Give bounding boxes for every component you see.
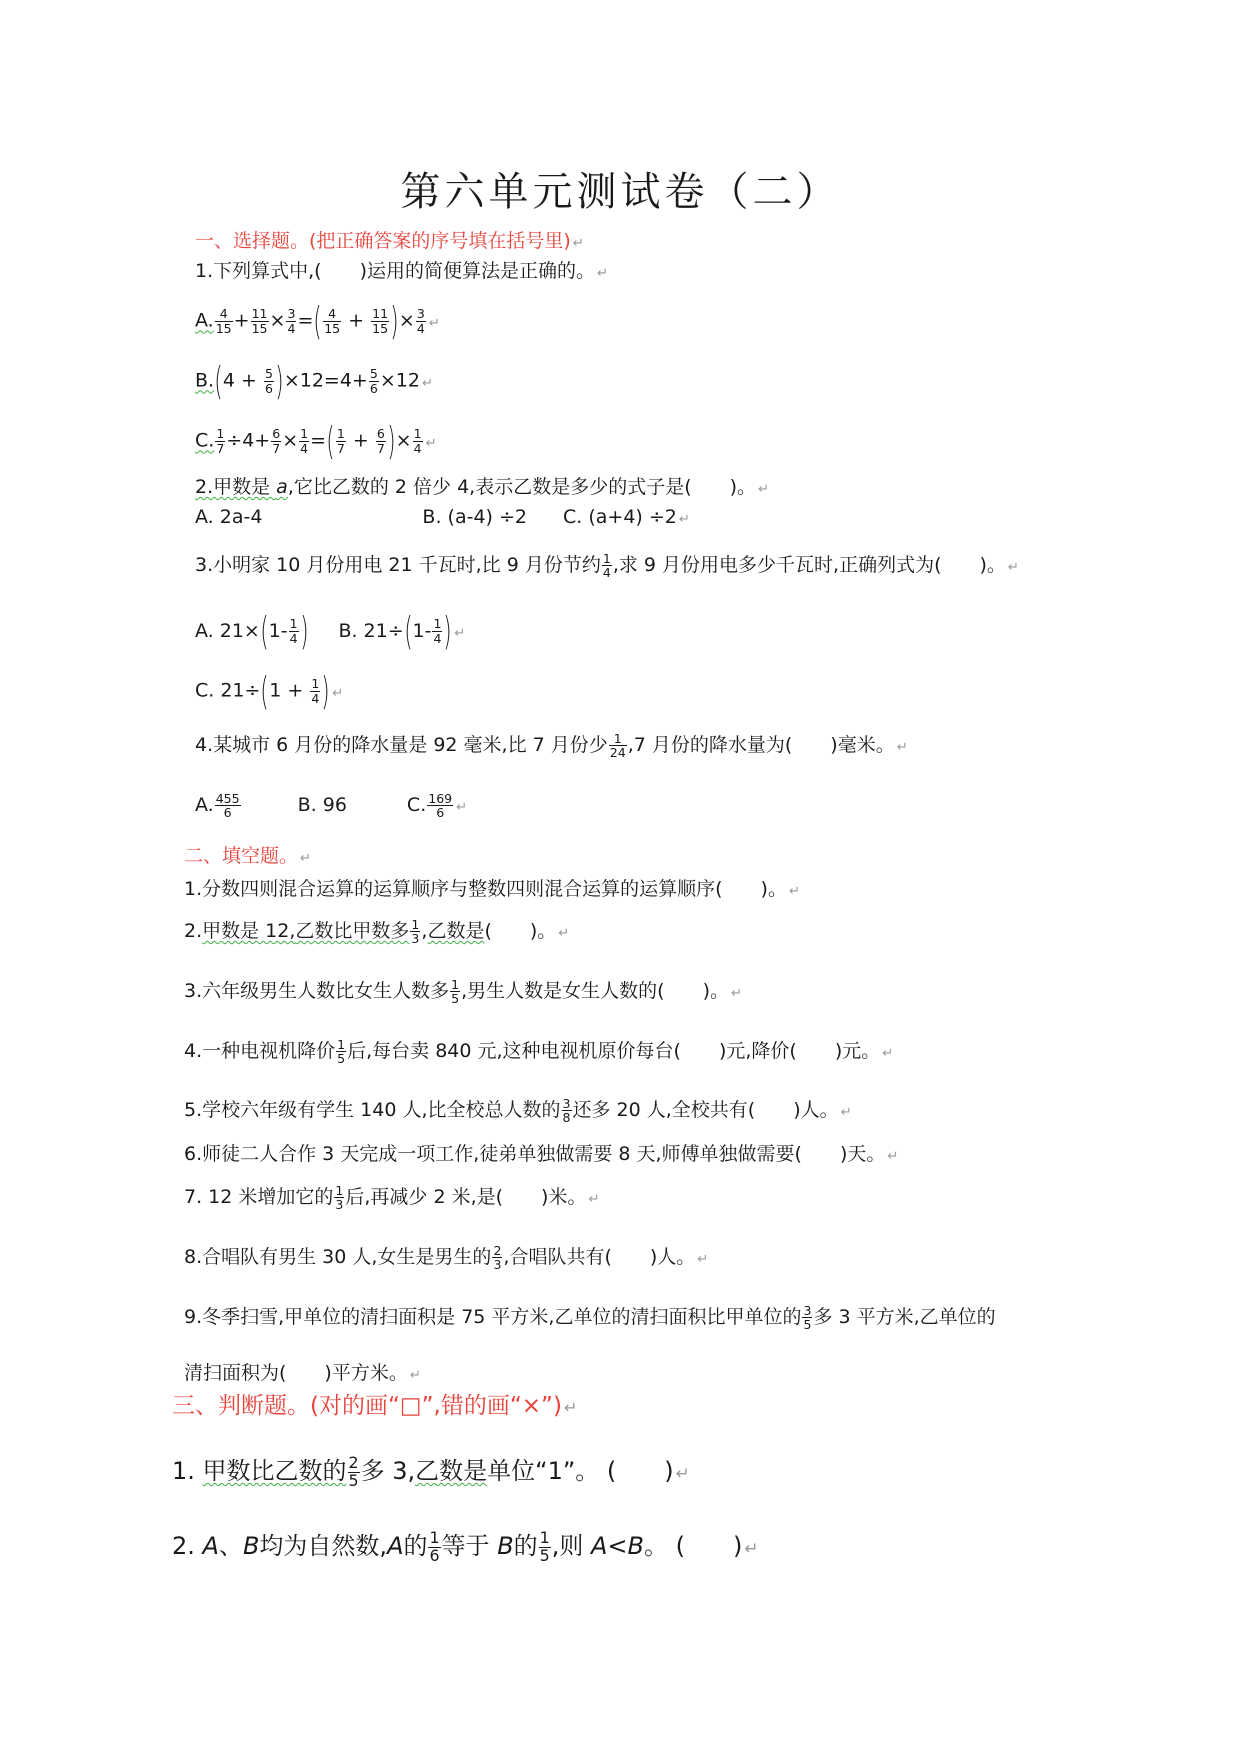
fill-question-9-continued: 清扫面积为( )平方米。 ↵: [184, 1362, 421, 1384]
choice-q3-option-a: A. 21×(1- $\frac{1}{4}$ ): [195, 609, 309, 653]
choice-q2-options: A. 2a-4 B. (a-4) ÷2 C. (a+4) ÷2 ↵: [195, 506, 691, 528]
page-title: 第六单元测试卷（二）: [400, 169, 841, 215]
fill-question-6: 6.师徒二人合作 3 天完成一项工作,徒弟单独做需要 8 天,师傅单独做需要( )天。 ↵: [184, 1143, 899, 1165]
fill-question-3: 3.六年级男生人数比女生人数多 $\frac{1}{5}$ ,男生人数是女生人数的( )。 ↵: [184, 977, 743, 1007]
section-heading-fill: 二、填空题。 ↵: [184, 845, 312, 867]
choice-question-2: 2.甲数是 a,它比乙数的 2 倍少 4,表示乙数是多少的式子是( )。 ↵: [195, 476, 770, 498]
choice-q1-option-a: A. $\frac{4}{15}$ + $\frac{11}{15}$ × $\frac{3}{4}$ =( $\frac{4}{15}$ + $\frac{11}{15}$ )× $\frac{3}{4}$ ↵: [195, 299, 440, 343]
choice-q3-options-ab: A. 21×(1- $\frac{1}{4}$ ) B. 21÷(1- $\frac{1}{4}$ ) ↵: [195, 609, 466, 653]
choice-q1-option-b: B.(4 + $\frac{5}{6}$ )×12=4+ $\frac{5}{6}$ ×12 ↵: [195, 359, 434, 403]
choice-question-1: 1.下列算式中,( )运用的简便算法是正确的。 ↵: [195, 260, 609, 282]
choice-q2-option-c: C. (a+4) ÷2: [563, 506, 677, 528]
fill-question-1: 1.分数四则混合运算的运算顺序与整数四则混合运算的运算顺序( )。 ↵: [184, 878, 801, 900]
fill-question-8: 8.合唱队有男生 30 人,女生是男生的 $\frac{2}{3}$ ,合唱队共有( )人。 ↵: [184, 1243, 709, 1273]
judge-question-1: 1. 甲数比乙数的 $\frac{2}{5}$ 多 3,乙数是单位“1”。 ( ) ↵: [172, 1453, 690, 1490]
choice-q2-option-a: A. 2a-4: [195, 506, 263, 528]
fill-question-2: 2.甲数是 12,乙数比甲数多 $\frac{1}{3}$ ,乙数是( )。 ↵: [184, 917, 570, 947]
choice-question-4: 4.某城市 6 月份的降水量是 92 毫米,比 7 月份少 $\frac{1}{24}$ ,7 月份的降水量为( )毫米。 ↵: [195, 731, 908, 761]
choice-q1-option-c: C. $\frac{1}{7}$ ÷4+ $\frac{6}{7}$ × $\frac{1}{4}$ =( $\frac{1}{7}$ + $\frac{6}{7}$ )× $\frac{1}{4}$ ↵: [195, 419, 437, 463]
choice-q3-option-b: B. 21÷(1- $\frac{1}{4}$ ): [338, 609, 452, 653]
judge-question-2: 2. A、B均为自然数,A的 $\frac{1}{6}$ 等于 B的 $\frac{1}{5}$ ,则 A<B。 ( ) ↵: [172, 1528, 759, 1565]
choice-q3-option-c: C. 21÷(1 + $\frac{1}{4}$ ) ↵: [195, 669, 344, 713]
fill-question-5: 5.学校六年级有学生 140 人,比全校总人数的 $\frac{3}{8}$ 还多 20 人,全校共有( )人。 ↵: [184, 1096, 852, 1126]
choice-question-3: 3.小明家 10 月份用电 21 千瓦时,比 9 月份节约 $\frac{1}{4}$ ,求 9 月份用电多少千瓦时,正确列式为( )。 ↵: [195, 551, 1020, 581]
fill-question-9: 9.冬季扫雪,甲单位的清扫面积是 75 平方米,乙单位的清扫面积比甲单位的 $\frac{3}{5}$ 多 3 平方米,乙单位的: [184, 1303, 996, 1333]
section-heading-judge: 三、判断题。(对的画“□”,错的画“×”) ↵: [172, 1393, 578, 1419]
choice-q4-option-a: A. $\frac{455}{6}$: [195, 791, 240, 821]
choice-q4-option-b: B. 96: [297, 794, 347, 817]
choice-q2-option-b: B. (a-4) ÷2: [422, 506, 527, 528]
section-heading-choice: 一、选择题。(把正确答案的序号填在括号里) ↵: [195, 230, 584, 252]
choice-q4-option-c: C. $\frac{169}{6}$: [406, 791, 453, 821]
fill-question-7: 7. 12 米增加它的 $\frac{1}{3}$ 后,再减少 2 米,是( )米。 ↵: [184, 1183, 600, 1213]
choice-q4-options: A. $\frac{455}{6}$ B. 96 C. $\frac{169}{6}$ ↵: [195, 791, 468, 821]
fill-question-4: 4.一种电视机降价 $\frac{1}{5}$ 后,每台卖 840 元,这种电视机原价每台( )元,降价( )元。 ↵: [184, 1037, 894, 1067]
